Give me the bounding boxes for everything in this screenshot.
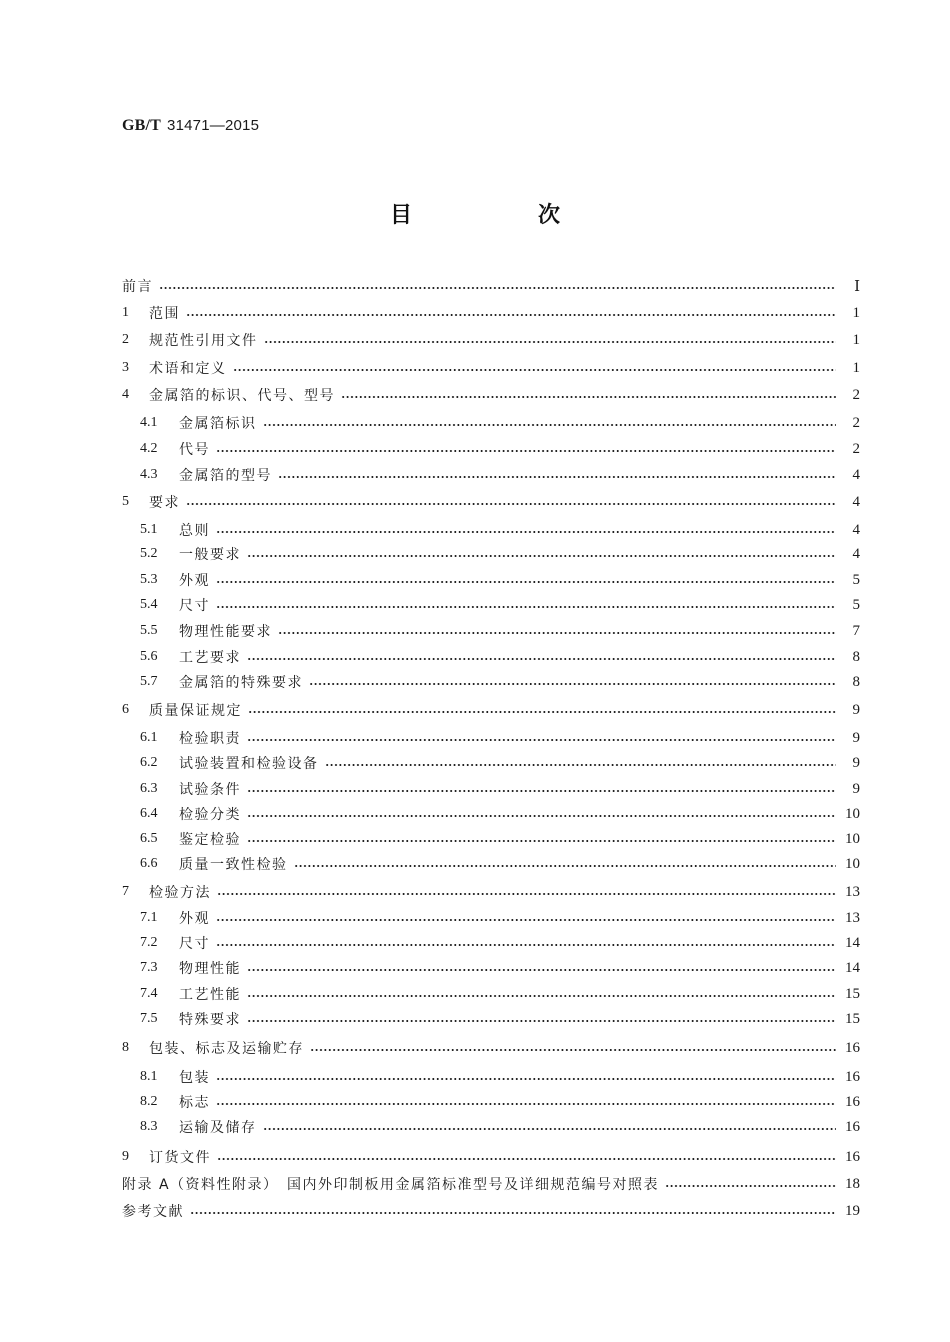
toc-leader-dots xyxy=(216,446,836,456)
toc-entry-8-2[interactable] xyxy=(122,1091,860,1113)
toc-entry-item-0[interactable] xyxy=(122,275,860,297)
toc-entry-item-34[interactable] xyxy=(122,1173,860,1195)
toc-entry-page: 1 xyxy=(852,359,860,376)
toc-entry-label: 特殊要求 xyxy=(179,1012,241,1028)
toc-entry-number: 5 xyxy=(122,494,129,509)
toc-entry-item-35[interactable] xyxy=(122,1200,860,1222)
toc-entry-page: 1 xyxy=(852,331,860,348)
standard-code xyxy=(122,116,259,135)
toc-entry-3[interactable] xyxy=(122,357,860,379)
toc-entry-number: 7.2 xyxy=(140,935,158,950)
toc-entry-7-2[interactable] xyxy=(122,932,860,954)
toc-leader-dots xyxy=(216,940,836,950)
toc-entry-number: 8.2 xyxy=(140,1094,158,1109)
toc-entry-number: 6.6 xyxy=(140,856,158,871)
toc-entry-1[interactable] xyxy=(122,302,860,324)
toc-entry-label: 术语和定义 xyxy=(149,361,227,377)
toc-entry-number: 5.5 xyxy=(140,623,158,638)
toc-entry-page: 14 xyxy=(845,934,860,951)
toc-entry-page: 4 xyxy=(852,466,860,483)
toc-entry-label: 质量一致性检验 xyxy=(179,857,288,873)
toc-entry-label: 物理性能 xyxy=(179,961,241,977)
toc-entry-page: 9 xyxy=(852,780,860,797)
toc-entry-6[interactable] xyxy=(122,699,860,721)
toc-entry-label: 尺寸 xyxy=(179,936,210,952)
toc-entry-page: 16 xyxy=(845,1068,860,1085)
toc-entry-label: 要求 xyxy=(149,495,180,511)
toc-leader-dots xyxy=(216,1074,836,1084)
toc-entry-number: 8.1 xyxy=(140,1069,158,1084)
toc-leader-dots xyxy=(190,1208,836,1218)
toc-entry-page: 14 xyxy=(845,959,860,976)
toc-entry-page: 9 xyxy=(852,729,860,746)
toc-entry-label: 检验职责 xyxy=(179,731,241,747)
toc-entry-number: 5.7 xyxy=(140,674,158,689)
toc-entry-label: 试验装置和检验设备 xyxy=(179,756,319,772)
toc-entry-label: 标志 xyxy=(179,1095,210,1111)
toc-entry-label: 范围 xyxy=(149,306,180,322)
toc-entry-number: 1 xyxy=(122,305,129,320)
toc-entry-8[interactable] xyxy=(122,1037,860,1059)
toc-leader-dots xyxy=(186,499,836,509)
toc-entry-label: 尺寸 xyxy=(179,598,210,614)
toc-leader-dots xyxy=(263,420,837,430)
toc-entry-label: 金属箔的型号 xyxy=(179,468,272,484)
standard-prefix: GB/T xyxy=(122,117,162,134)
toc-entry-label: 检验分类 xyxy=(179,807,241,823)
toc-leader-dots xyxy=(247,1016,836,1026)
toc-leader-dots xyxy=(248,707,836,717)
toc-entry-number: 3 xyxy=(122,360,129,375)
toc-entry-6-2[interactable] xyxy=(122,752,860,774)
toc-leader-dots xyxy=(278,472,836,482)
toc-leader-dots xyxy=(216,577,836,587)
toc-entry-label: 规范性引用文件 xyxy=(149,333,258,349)
toc-entry-label: 试验条件 xyxy=(179,782,241,798)
toc-leader-dots xyxy=(309,679,836,689)
toc-title: 目 次 xyxy=(389,203,612,228)
toc-entry-page: 16 xyxy=(845,1039,860,1056)
toc-entry-4-3[interactable] xyxy=(122,464,860,486)
toc-leader-dots xyxy=(233,365,837,375)
toc-entry-label: 外观 xyxy=(179,911,210,927)
toc-entry-label: 物理性能要求 xyxy=(179,624,272,640)
toc-entry-8-3[interactable] xyxy=(122,1116,860,1138)
toc-entry-5-1[interactable] xyxy=(122,519,860,541)
toc-entry-label: 工艺性能 xyxy=(179,987,241,1003)
toc-entry-page: 15 xyxy=(845,1010,860,1027)
toc-entry-6-3[interactable] xyxy=(122,778,860,800)
toc-entry-4[interactable] xyxy=(122,384,860,406)
toc-entry-number: 6.2 xyxy=(140,755,158,770)
toc-entry-number: 7 xyxy=(122,884,129,899)
toc-entry-number: 7.4 xyxy=(140,986,158,1001)
toc-entry-page: 13 xyxy=(845,883,860,900)
toc-entry-label: 代号 xyxy=(179,442,210,458)
toc-leader-dots xyxy=(217,889,836,899)
toc-entry-page: 2 xyxy=(852,414,860,431)
toc-leader-dots xyxy=(263,1124,837,1134)
toc-entry-page: 16 xyxy=(845,1093,860,1110)
toc-entry-page: 9 xyxy=(852,701,860,718)
toc-entry-label: 包装 xyxy=(179,1070,210,1086)
toc-entry-number: 2 xyxy=(122,332,129,347)
toc-leader-dots xyxy=(278,628,836,638)
toc-entry-6-5[interactable] xyxy=(122,828,860,850)
toc-leader-dots xyxy=(159,283,836,293)
toc-leader-dots xyxy=(665,1181,836,1191)
toc-entry-label: 检验方法 xyxy=(149,885,211,901)
toc-entry-5-7[interactable] xyxy=(122,671,860,693)
toc-entry-label: 前言 xyxy=(122,279,153,295)
toc-entry-6-4[interactable] xyxy=(122,803,860,825)
toc-leader-dots xyxy=(247,786,836,796)
toc-entry-number: 5.1 xyxy=(140,522,158,537)
toc-entry-4-2[interactable] xyxy=(122,438,860,460)
toc-leader-dots xyxy=(247,735,836,745)
toc-entry-page: 4 xyxy=(852,521,860,538)
toc-entry-number: 6.3 xyxy=(140,781,158,796)
toc-entry-number: 7.3 xyxy=(140,960,158,975)
toc-entry-label: 一般要求 xyxy=(179,547,241,563)
toc-entry-page: 10 xyxy=(845,805,860,822)
toc-leader-dots xyxy=(216,1099,836,1109)
standard-number: 31471—2015 xyxy=(167,117,260,134)
toc-entry-number: 5.6 xyxy=(140,649,158,664)
toc-entry-number: 6 xyxy=(122,702,129,717)
toc-entry-7-4[interactable] xyxy=(122,983,860,1005)
toc-entry-page: 2 xyxy=(852,440,860,457)
toc-entry-page: 4 xyxy=(852,493,860,510)
toc-entry-page: 2 xyxy=(852,386,860,403)
toc-leader-dots xyxy=(310,1045,836,1055)
toc-entry-5-4[interactable] xyxy=(122,594,860,616)
toc-entry-6-1[interactable] xyxy=(122,727,860,749)
toc-leader-dots xyxy=(216,602,836,612)
toc-leader-dots xyxy=(247,991,836,1001)
toc-entry-page: 9 xyxy=(852,754,860,771)
toc-entry-2[interactable] xyxy=(122,329,860,351)
toc-entry-label: 金属箔的特殊要求 xyxy=(179,675,303,691)
toc-entry-number: 5.4 xyxy=(140,597,158,612)
toc-entry-page: 7 xyxy=(852,622,860,639)
toc-entry-label: 包装、标志及运输贮存 xyxy=(149,1041,304,1057)
toc-leader-dots xyxy=(247,965,836,975)
toc-leader-dots xyxy=(247,654,836,664)
toc-entry-page: 8 xyxy=(852,673,860,690)
toc-entry-9[interactable] xyxy=(122,1146,860,1168)
toc-entry-page: 10 xyxy=(845,855,860,872)
toc-leader-dots xyxy=(186,310,836,320)
toc-entry-5-3[interactable] xyxy=(122,569,860,591)
toc-entry-6-6[interactable] xyxy=(122,853,860,875)
toc-entry-page: 18 xyxy=(845,1175,860,1192)
toc-leader-dots xyxy=(247,551,836,561)
toc-entry-number: 5.3 xyxy=(140,572,158,587)
toc-entry-5-6[interactable] xyxy=(122,646,860,668)
toc-entry-5-5[interactable] xyxy=(122,620,860,642)
toc-entry-page: 5 xyxy=(852,596,860,613)
toc-entry-label: 参考文献 xyxy=(122,1204,184,1220)
toc-entry-number: 6.1 xyxy=(140,730,158,745)
toc-entry-number: 4.1 xyxy=(140,415,158,430)
toc-entry-label: 运输及储存 xyxy=(179,1120,257,1136)
toc-entry-number: 6.4 xyxy=(140,806,158,821)
toc-entry-label: 订货文件 xyxy=(149,1150,211,1166)
toc-entry-page: 15 xyxy=(845,985,860,1002)
toc-entry-label: 金属箔标识 xyxy=(179,416,257,432)
toc-entry-number: 8.3 xyxy=(140,1119,158,1134)
toc-entry-page: Ⅰ xyxy=(854,278,860,295)
toc-entry-number: 7.5 xyxy=(140,1011,158,1026)
toc-entry-number: 8 xyxy=(122,1040,129,1055)
toc-leader-dots xyxy=(294,861,837,871)
toc-entry-8-1[interactable] xyxy=(122,1066,860,1088)
toc-entry-label: 鉴定检验 xyxy=(179,832,241,848)
toc-leader-dots xyxy=(216,915,836,925)
toc-entry-number: 5.2 xyxy=(140,546,158,561)
toc-entry-7-1[interactable] xyxy=(122,907,860,929)
toc-entry-number: 7.1 xyxy=(140,910,158,925)
toc-leader-dots xyxy=(325,760,837,770)
toc-entry-7-3[interactable] xyxy=(122,957,860,979)
toc-entry-page: 4 xyxy=(852,545,860,562)
toc-entry-7[interactable] xyxy=(122,881,860,903)
toc-entry-page: 16 xyxy=(845,1118,860,1135)
toc-entry-label: 外观 xyxy=(179,573,210,589)
toc-entry-page: 8 xyxy=(852,648,860,665)
toc-entry-page: 13 xyxy=(845,909,860,926)
toc-entry-page: 16 xyxy=(845,1148,860,1165)
toc-entry-page: 5 xyxy=(852,571,860,588)
toc-entry-number: 6.5 xyxy=(140,831,158,846)
toc-entry-label: 总则 xyxy=(179,523,210,539)
toc-entry-page: 10 xyxy=(845,830,860,847)
toc-entry-number: 4 xyxy=(122,387,129,402)
toc-entry-7-5[interactable] xyxy=(122,1008,860,1030)
toc-entry-5[interactable] xyxy=(122,491,860,513)
toc-leader-dots xyxy=(216,527,836,537)
toc-leader-dots xyxy=(264,337,837,347)
toc-entry-label: 质量保证规定 xyxy=(149,703,242,719)
toc-leader-dots xyxy=(217,1154,836,1164)
toc-entry-label: 金属箔的标识、代号、型号 xyxy=(149,388,335,404)
toc-entry-number: 4.3 xyxy=(140,467,158,482)
toc-entry-label: 工艺要求 xyxy=(179,650,241,666)
toc-entry-page: 1 xyxy=(852,304,860,321)
toc-entry-number: 9 xyxy=(122,1149,129,1164)
toc-leader-dots xyxy=(247,836,836,846)
toc-entry-page: 19 xyxy=(845,1202,860,1219)
toc-leader-dots xyxy=(341,392,836,402)
toc-entry-number: 4.2 xyxy=(140,441,158,456)
toc-entry-label: 附录 A（资料性附录） 国内外印制板用金属箔标准型号及详细规范编号对照表 xyxy=(122,1177,660,1193)
toc-entry-5-2[interactable] xyxy=(122,543,860,565)
toc-leader-dots xyxy=(247,811,836,821)
toc-entry-4-1[interactable] xyxy=(122,412,860,434)
